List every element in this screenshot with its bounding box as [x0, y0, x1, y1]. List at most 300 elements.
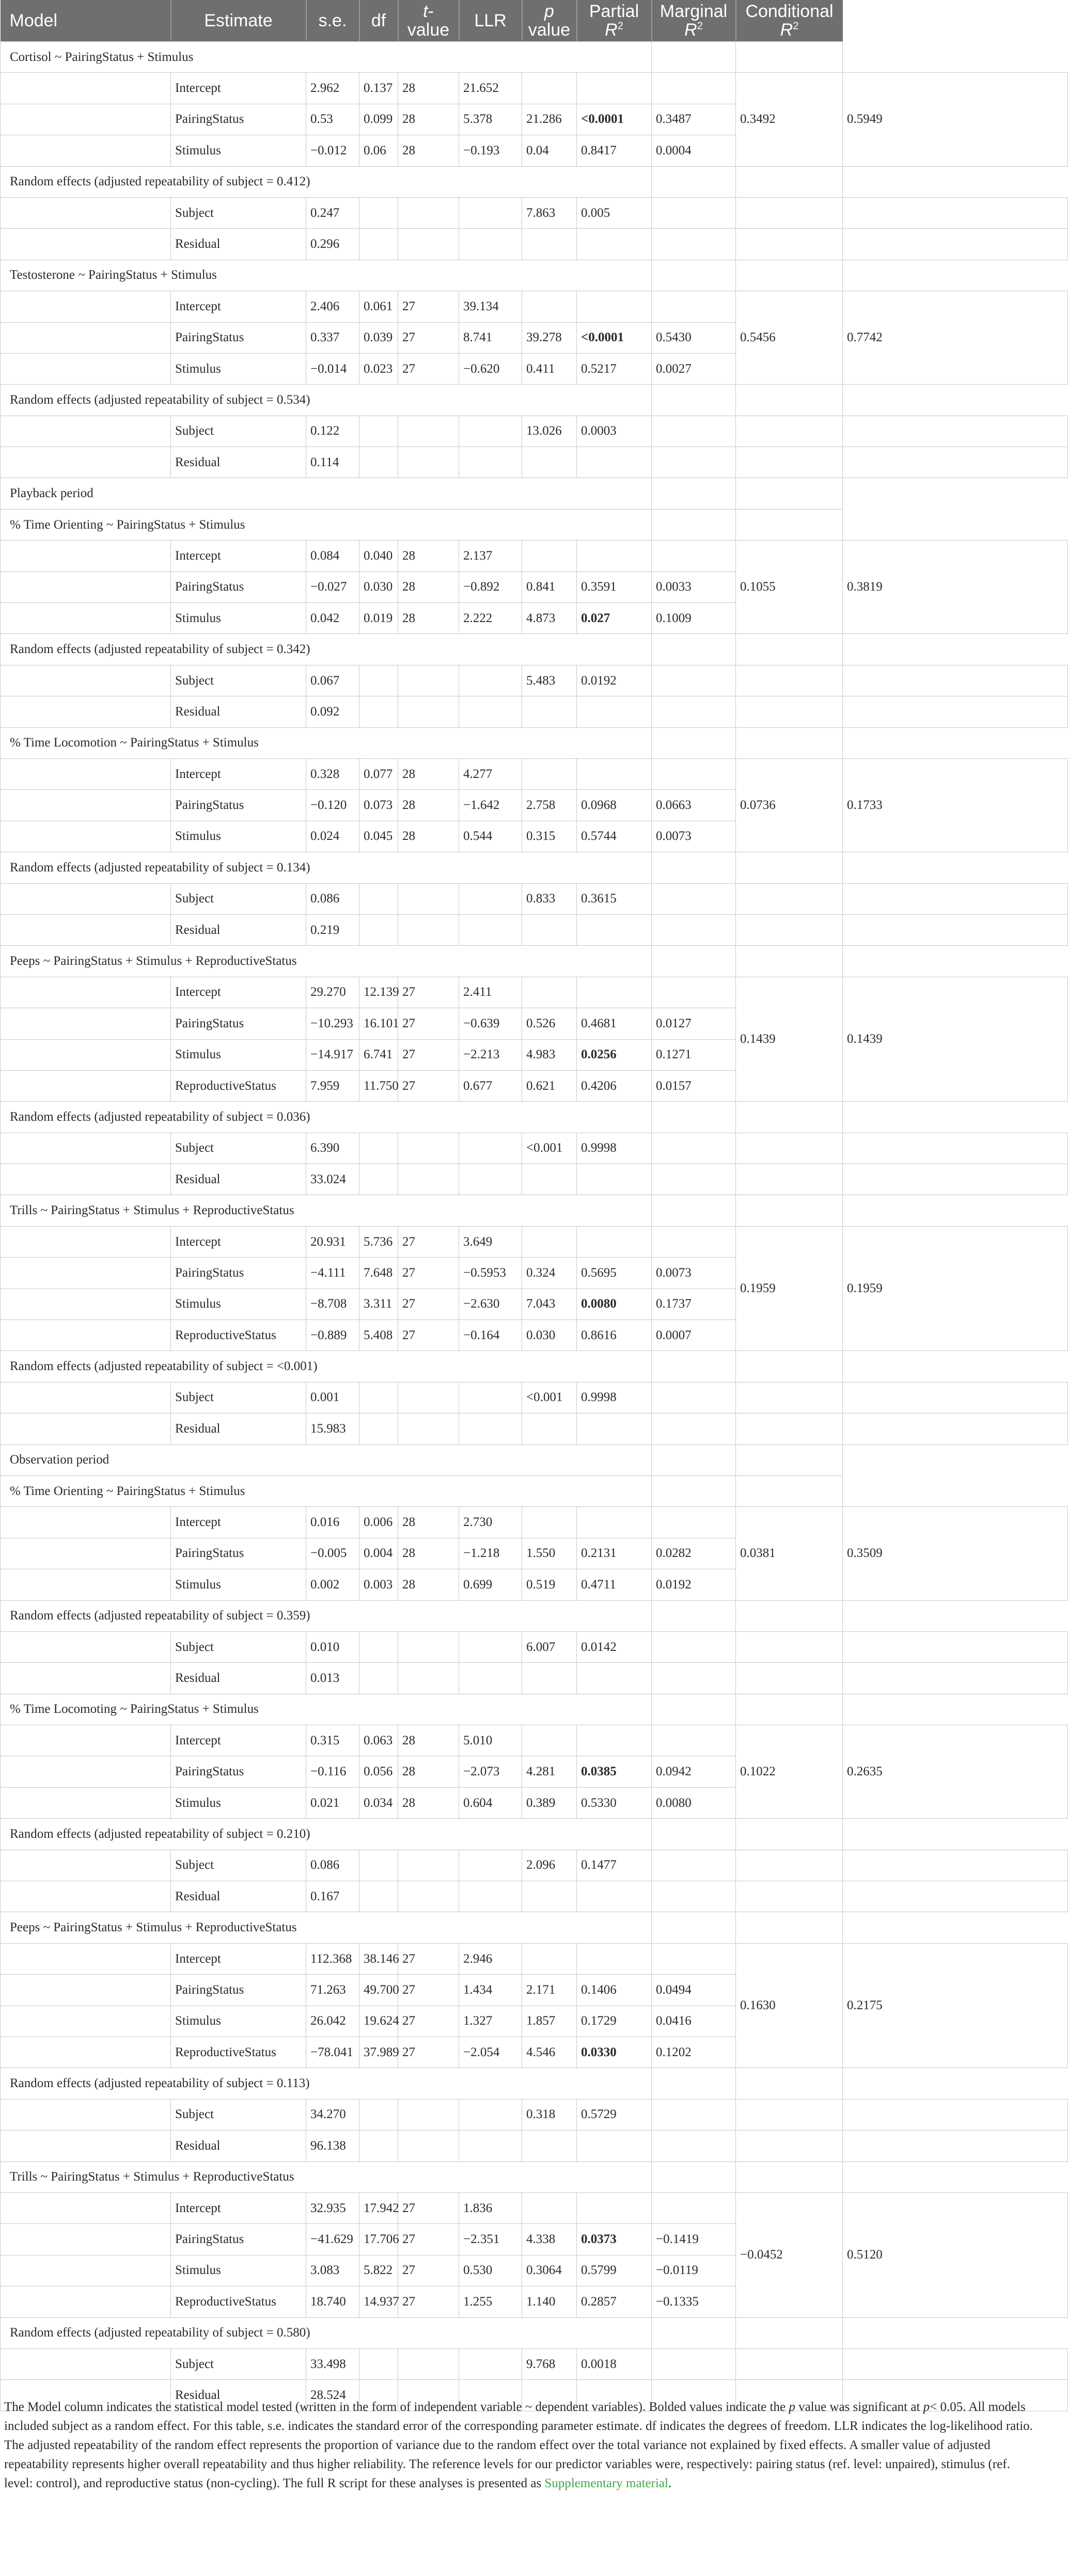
p-value-cell: [577, 2130, 652, 2161]
col-marginal-r2: Marginal $R^2$: [652, 0, 736, 42]
t-value-cell: [459, 1382, 522, 1413]
p-value-cell: 0.0080: [577, 1289, 652, 1319]
llr-cell: 4.281: [522, 1756, 577, 1787]
fixed-effect-row: [1, 1943, 1068, 1974]
random-effects-row: [1, 166, 1068, 197]
conditional-r2-cell: [843, 914, 1068, 945]
blank-cell: [736, 2161, 843, 2192]
t-value-cell: −0.639: [459, 1008, 522, 1039]
df-cell: 28: [398, 1507, 459, 1538]
p-value-cell: 0.3591: [577, 571, 652, 602]
model-label: Trills ~ PairingStatus + Stimulus + ReproductiveStatus: [1, 1195, 652, 1226]
indent-cell: [1, 540, 171, 571]
model-title-row: [1, 1475, 1068, 1506]
df-cell: [398, 665, 459, 696]
estimate-cell: 20.931: [306, 1226, 359, 1257]
marginal-r2-cell: [736, 1663, 843, 1694]
se-cell: [359, 2099, 398, 2130]
model-title-row: [1, 42, 1068, 73]
term-cell: Intercept: [171, 2192, 306, 2223]
marginal-r2-cell: [736, 197, 843, 228]
blank-cell: [736, 166, 843, 197]
blank-cell: [736, 1102, 843, 1133]
random-effects-row: [1, 1600, 1068, 1631]
term-cell: PairingStatus: [171, 571, 306, 602]
marginal-r2-cell: 0.0381: [736, 1507, 843, 1600]
indent-cell: [1, 1756, 171, 1787]
conditional-r2-cell: [843, 229, 1068, 260]
marginal-r2-cell: [736, 1881, 843, 1912]
term-cell: ReproductiveStatus: [171, 1070, 306, 1101]
partial-r2-cell: 0.0073: [652, 821, 736, 852]
estimate-cell: 0.067: [306, 665, 359, 696]
indent-cell: [1, 229, 171, 260]
df-cell: 28: [398, 821, 459, 852]
term-cell: Subject: [171, 883, 306, 914]
partial-r2-cell: 0.0007: [652, 1320, 736, 1351]
t-value-cell: −0.5953: [459, 1258, 522, 1289]
indent-cell: [1, 135, 171, 166]
term-cell: Stimulus: [171, 1787, 306, 1818]
se-cell: 0.061: [359, 291, 398, 322]
blank-cell: [736, 260, 843, 291]
p-value-cell: [577, 447, 652, 478]
conditional-r2-cell: [843, 1881, 1068, 1912]
fixed-effect-row: [1, 977, 1068, 1008]
marginal-r2-cell: [736, 229, 843, 260]
random-label: Random effects (adjusted repeatability of subject = <0.001): [1, 1351, 652, 1382]
t-value-cell: −2.054: [459, 2037, 522, 2068]
estimate-cell: −78.041: [306, 2037, 359, 2068]
blank-cell: [652, 509, 736, 540]
blank-cell: [736, 1819, 843, 1850]
model-title-row: [1, 946, 1068, 977]
t-value-cell: −2.351: [459, 2224, 522, 2255]
marginal-r2-cell: [736, 1413, 843, 1444]
df-cell: 28: [398, 603, 459, 634]
estimate-cell: 0.337: [306, 322, 359, 353]
llr-cell: 6.007: [522, 1631, 577, 1662]
random-term-row: [1, 1382, 1068, 1413]
term-cell: Residual: [171, 1164, 306, 1195]
random-effects-row: [1, 852, 1068, 883]
p-value-cell: 0.4206: [577, 1070, 652, 1101]
conditional-r2-cell: 0.3819: [843, 540, 1068, 634]
se-cell: [359, 1631, 398, 1662]
se-cell: 37.989: [359, 2037, 398, 2068]
t-value-cell: [459, 1164, 522, 1195]
p-value-cell: [577, 696, 652, 727]
se-cell: 0.099: [359, 104, 398, 135]
estimate-cell: −0.005: [306, 1538, 359, 1569]
indent-cell: [1, 291, 171, 322]
conditional-r2-cell: [843, 1631, 1068, 1662]
se-cell: 0.034: [359, 1787, 398, 1818]
llr-cell: [522, 977, 577, 1008]
term-cell: PairingStatus: [171, 790, 306, 821]
fixed-effect-row: [1, 540, 1068, 571]
se-cell: 16.101: [359, 1008, 398, 1039]
df-cell: 27: [398, 2037, 459, 2068]
estimate-cell: 0.042: [306, 603, 359, 634]
se-cell: 0.06: [359, 135, 398, 166]
df-cell: [398, 1413, 459, 1444]
se-cell: 17.942: [359, 2192, 398, 2223]
llr-cell: 0.318: [522, 2099, 577, 2130]
estimate-cell: 0.001: [306, 1382, 359, 1413]
random-effects-row: [1, 1819, 1068, 1850]
model-label: % Time Locomoting ~ PairingStatus + Stimulus: [1, 1694, 652, 1725]
col-conditional-r2: Conditional $R^2$: [736, 0, 843, 42]
blank-cell: [736, 1912, 843, 1943]
t-value-cell: 0.677: [459, 1070, 522, 1101]
indent-cell: [1, 821, 171, 852]
t-value-cell: −0.892: [459, 571, 522, 602]
partial-r2-cell: 0.1009: [652, 603, 736, 634]
se-cell: 0.023: [359, 353, 398, 384]
df-cell: [398, 197, 459, 228]
df-cell: 27: [398, 1039, 459, 1070]
random-effects-row: [1, 385, 1068, 416]
model-title-row: [1, 727, 1068, 758]
estimate-cell: 26.042: [306, 2006, 359, 2037]
estimate-cell: −0.012: [306, 135, 359, 166]
t-value-cell: 2.222: [459, 603, 522, 634]
se-cell: 7.648: [359, 1258, 398, 1289]
conditional-r2-cell: 0.3509: [843, 1507, 1068, 1600]
indent-cell: [1, 1881, 171, 1912]
term-cell: Stimulus: [171, 2255, 306, 2286]
se-cell: 5.736: [359, 1226, 398, 1257]
indent-cell: [1, 447, 171, 478]
partial-r2-cell: [652, 291, 736, 322]
p-value-cell: 0.0142: [577, 1631, 652, 1662]
se-cell: 0.073: [359, 790, 398, 821]
estimate-cell: 0.219: [306, 914, 359, 945]
term-cell: Stimulus: [171, 2006, 306, 2037]
se-cell: 0.063: [359, 1725, 398, 1756]
conditional-r2-cell: [843, 665, 1068, 696]
random-term-row: [1, 447, 1068, 478]
estimate-cell: 18.740: [306, 2286, 359, 2317]
conditional-r2-cell: [843, 883, 1068, 914]
df-cell: 28: [398, 1725, 459, 1756]
random-term-row: [1, 416, 1068, 447]
se-cell: 0.030: [359, 571, 398, 602]
df-cell: [398, 1663, 459, 1694]
model-label: % Time Orienting ~ PairingStatus + Stimulus: [1, 509, 652, 540]
blank-cell: [736, 478, 843, 509]
se-cell: 0.137: [359, 73, 398, 104]
blank-cell: [652, 946, 736, 977]
t-value-cell: 21.652: [459, 73, 522, 104]
se-cell: [359, 1164, 398, 1195]
llr-cell: 4.983: [522, 1039, 577, 1070]
partial-r2-cell: 0.0080: [652, 1787, 736, 1818]
p-value-cell: 0.5695: [577, 1258, 652, 1289]
p-value-cell: [577, 291, 652, 322]
random-label: Random effects (adjusted repeatability of subject = 0.412): [1, 166, 652, 197]
section-label: Playback period: [1, 478, 652, 509]
se-cell: 19.624: [359, 2006, 398, 2037]
term-cell: Subject: [171, 1382, 306, 1413]
partial-r2-cell: 0.0416: [652, 2006, 736, 2037]
se-cell: [359, 914, 398, 945]
blank-cell: [736, 946, 843, 977]
partial-r2-cell: 0.0663: [652, 790, 736, 821]
p-value-cell: [577, 758, 652, 789]
llr-cell: 7.863: [522, 197, 577, 228]
indent-cell: [1, 914, 171, 945]
df-cell: [398, 416, 459, 447]
llr-cell: 2.171: [522, 1975, 577, 2006]
llr-cell: 7.043: [522, 1289, 577, 1319]
term-cell: Residual: [171, 1413, 306, 1444]
df-cell: 27: [398, 1320, 459, 1351]
marginal-r2-cell: [736, 2130, 843, 2161]
p-value-cell: 0.3615: [577, 883, 652, 914]
se-cell: [359, 2348, 398, 2379]
estimate-cell: 96.138: [306, 2130, 359, 2161]
partial-r2-cell: 0.0127: [652, 1008, 736, 1039]
term-cell: Stimulus: [171, 135, 306, 166]
random-term-row: [1, 1133, 1068, 1164]
blank-cell: [736, 1444, 843, 1475]
partial-r2-cell: [652, 2130, 736, 2161]
estimate-cell: 0.086: [306, 1850, 359, 1881]
fixed-effect-row: [1, 2192, 1068, 2223]
marginal-r2-cell: [736, 914, 843, 945]
partial-r2-cell: −0.1419: [652, 2224, 736, 2255]
estimate-cell: 71.263: [306, 1975, 359, 2006]
p-value-cell: [577, 1663, 652, 1694]
model-label: Testosterone ~ PairingStatus + Stimulus: [1, 260, 652, 291]
t-value-cell: 39.134: [459, 291, 522, 322]
col-model: Model: [1, 0, 171, 42]
t-value-cell: −2.213: [459, 1039, 522, 1070]
model-title-row: [1, 2161, 1068, 2192]
indent-cell: [1, 696, 171, 727]
se-cell: 0.077: [359, 758, 398, 789]
df-cell: [398, 2099, 459, 2130]
se-cell: 5.822: [359, 2255, 398, 2286]
p-value-cell: 0.1477: [577, 1850, 652, 1881]
blank-cell: [652, 2317, 736, 2348]
t-value-cell: [459, 416, 522, 447]
t-value-cell: 0.530: [459, 2255, 522, 2286]
estimate-cell: 0.167: [306, 1881, 359, 1912]
section-label: Observation period: [1, 1444, 652, 1475]
p-value-cell: [577, 1164, 652, 1195]
llr-cell: [522, 447, 577, 478]
llr-cell: [522, 73, 577, 104]
df-cell: 28: [398, 1538, 459, 1569]
llr-cell: 4.338: [522, 2224, 577, 2255]
df-cell: 27: [398, 2006, 459, 2037]
random-effects-row: [1, 2068, 1068, 2099]
marginal-r2-cell: [736, 447, 843, 478]
term-cell: Residual: [171, 696, 306, 727]
model-label: % Time Orienting ~ PairingStatus + Stimulus: [1, 1475, 652, 1506]
model-title-row: [1, 1195, 1068, 1226]
p-value-cell: [577, 2192, 652, 2223]
p-value-cell: [577, 1725, 652, 1756]
indent-cell: [1, 197, 171, 228]
llr-cell: [522, 1164, 577, 1195]
partial-r2-cell: [652, 1164, 736, 1195]
se-cell: [359, 1413, 398, 1444]
term-cell: Subject: [171, 665, 306, 696]
model-label: Trills ~ PairingStatus + Stimulus + ReproductiveStatus: [1, 2161, 652, 2192]
df-cell: [398, 1631, 459, 1662]
conditional-r2-cell: [843, 2130, 1068, 2161]
indent-cell: [1, 1258, 171, 1289]
random-term-row: [1, 1881, 1068, 1912]
t-value-cell: [459, 229, 522, 260]
p-value-cell: 0.5330: [577, 1787, 652, 1818]
estimate-cell: 15.983: [306, 1413, 359, 1444]
estimate-cell: 7.959: [306, 1070, 359, 1101]
df-cell: [398, 883, 459, 914]
t-value-cell: −1.642: [459, 790, 522, 821]
se-cell: 38.146: [359, 1943, 398, 1974]
indent-cell: [1, 571, 171, 602]
col-p-value: p value: [522, 0, 577, 42]
t-value-cell: 1.434: [459, 1975, 522, 2006]
estimate-cell: 0.53: [306, 104, 359, 135]
t-value-cell: 2.730: [459, 1507, 522, 1538]
partial-r2-cell: 0.0282: [652, 1538, 736, 1569]
indent-cell: [1, 1070, 171, 1101]
partial-r2-cell: 0.0027: [652, 353, 736, 384]
df-cell: 28: [398, 135, 459, 166]
partial-r2-cell: 0.1737: [652, 1289, 736, 1319]
conditional-r2-cell: [843, 447, 1068, 478]
conditional-r2-cell: [843, 696, 1068, 727]
p-value-cell: 0.0373: [577, 2224, 652, 2255]
indent-cell: [1, 322, 171, 353]
term-cell: Stimulus: [171, 1289, 306, 1319]
partial-r2-cell: [652, 1413, 736, 1444]
term-cell: Stimulus: [171, 603, 306, 634]
model-label: Peeps ~ PairingStatus + Stimulus + ReproductiveStatus: [1, 1912, 652, 1943]
partial-r2-cell: [652, 2099, 736, 2130]
estimate-cell: −0.116: [306, 1756, 359, 1787]
col-estimate: Estimate: [171, 0, 306, 42]
table-footnote: The Model column indicates the statistical model tested (written in the form of independent variable ~ dependent variables). Bolded values indicate the p value was significant at p< 0.05. All models included subject as a random effect. For this table, s.e. indicates the standard error of the corresponding parameter estimate. df indicates the degrees of freedom. LLR indicates the log-likelihood ratio. The adjusted repeatability of the random effect represents the proportion of variance due to the random effect over the total variance not explained by fixed effects. A smaller value of adjusted repeatability represents higher overall repeatability and thus higher reliability. The reference levels for our predictor variables were, respectively: pairing status (ref. level: unpaired), stimulus (ref. level: control), and reproductive status (non-cycling). The full R script for these analyses is presented as Supplementary material.: [4, 2400, 1033, 2490]
llr-cell: <0.001: [522, 1382, 577, 1413]
p-value-cell: 0.5729: [577, 2099, 652, 2130]
t-value-cell: −1.218: [459, 1538, 522, 1569]
se-cell: 0.040: [359, 540, 398, 571]
random-label: Random effects (adjusted repeatability of subject = 0.113): [1, 2068, 652, 2099]
supplementary-link[interactable]: Supplementary material: [544, 2476, 668, 2490]
llr-cell: 9.768: [522, 2348, 577, 2379]
term-cell: Intercept: [171, 73, 306, 104]
indent-cell: [1, 2130, 171, 2161]
df-cell: 28: [398, 1787, 459, 1818]
partial-r2-cell: [652, 1725, 736, 1756]
llr-cell: [522, 2130, 577, 2161]
llr-cell: 0.621: [522, 1070, 577, 1101]
model-label: Cortisol ~ PairingStatus + Stimulus: [1, 42, 652, 73]
df-cell: [398, 447, 459, 478]
llr-cell: [522, 758, 577, 789]
indent-cell: [1, 2224, 171, 2255]
partial-r2-cell: [652, 1226, 736, 1257]
df-cell: 27: [398, 1975, 459, 2006]
marginal-r2-cell: 0.1055: [736, 540, 843, 634]
random-term-row: [1, 1631, 1068, 1662]
partial-r2-cell: [652, 197, 736, 228]
indent-cell: [1, 1725, 171, 1756]
random-term-row: [1, 1413, 1068, 1444]
blank-cell: [736, 509, 843, 540]
indent-cell: [1, 353, 171, 384]
estimate-cell: 33.498: [306, 2348, 359, 2379]
estimate-cell: −14.917: [306, 1039, 359, 1070]
random-term-row: [1, 1850, 1068, 1881]
estimate-cell: 0.296: [306, 229, 359, 260]
term-cell: Subject: [171, 2348, 306, 2379]
se-cell: [359, 1850, 398, 1881]
term-cell: PairingStatus: [171, 1258, 306, 1289]
se-cell: [359, 416, 398, 447]
df-cell: 28: [398, 1569, 459, 1600]
se-cell: 11.750: [359, 1070, 398, 1101]
random-label: Random effects (adjusted repeatability of subject = 0.210): [1, 1819, 652, 1850]
indent-cell: [1, 1382, 171, 1413]
se-cell: 12.139: [359, 977, 398, 1008]
llr-cell: [522, 1413, 577, 1444]
term-cell: Intercept: [171, 540, 306, 571]
indent-cell: [1, 1226, 171, 1257]
marginal-r2-cell: −0.0452: [736, 2192, 843, 2317]
fixed-effect-row: [1, 1226, 1068, 1257]
indent-cell: [1, 977, 171, 1008]
marginal-r2-cell: [736, 2099, 843, 2130]
blank-cell: [736, 42, 843, 73]
indent-cell: [1, 1164, 171, 1195]
estimate-cell: 0.122: [306, 416, 359, 447]
t-value-cell: [459, 1850, 522, 1881]
df-cell: [398, 1382, 459, 1413]
marginal-r2-cell: 0.1022: [736, 1725, 843, 1819]
indent-cell: [1, 104, 171, 135]
se-cell: [359, 883, 398, 914]
llr-cell: 4.546: [522, 2037, 577, 2068]
p-value-cell: [577, 1226, 652, 1257]
term-cell: PairingStatus: [171, 1008, 306, 1039]
conditional-r2-cell: 0.1959: [843, 1226, 1068, 1351]
partial-r2-cell: [652, 696, 736, 727]
blank-cell: [652, 2068, 736, 2099]
random-label: Random effects (adjusted repeatability of subject = 0.580): [1, 2317, 652, 2348]
marginal-r2-cell: [736, 696, 843, 727]
llr-cell: [522, 1943, 577, 1974]
p-value-cell: 0.9998: [577, 1133, 652, 1164]
indent-cell: [1, 1133, 171, 1164]
partial-r2-cell: [652, 1507, 736, 1538]
llr-cell: [522, 540, 577, 571]
estimate-cell: 33.024: [306, 1164, 359, 1195]
llr-cell: 0.389: [522, 1787, 577, 1818]
random-term-row: [1, 665, 1068, 696]
indent-cell: [1, 1943, 171, 1974]
partial-r2-cell: 0.0942: [652, 1756, 736, 1787]
df-cell: 28: [398, 1756, 459, 1787]
indent-cell: [1, 758, 171, 789]
